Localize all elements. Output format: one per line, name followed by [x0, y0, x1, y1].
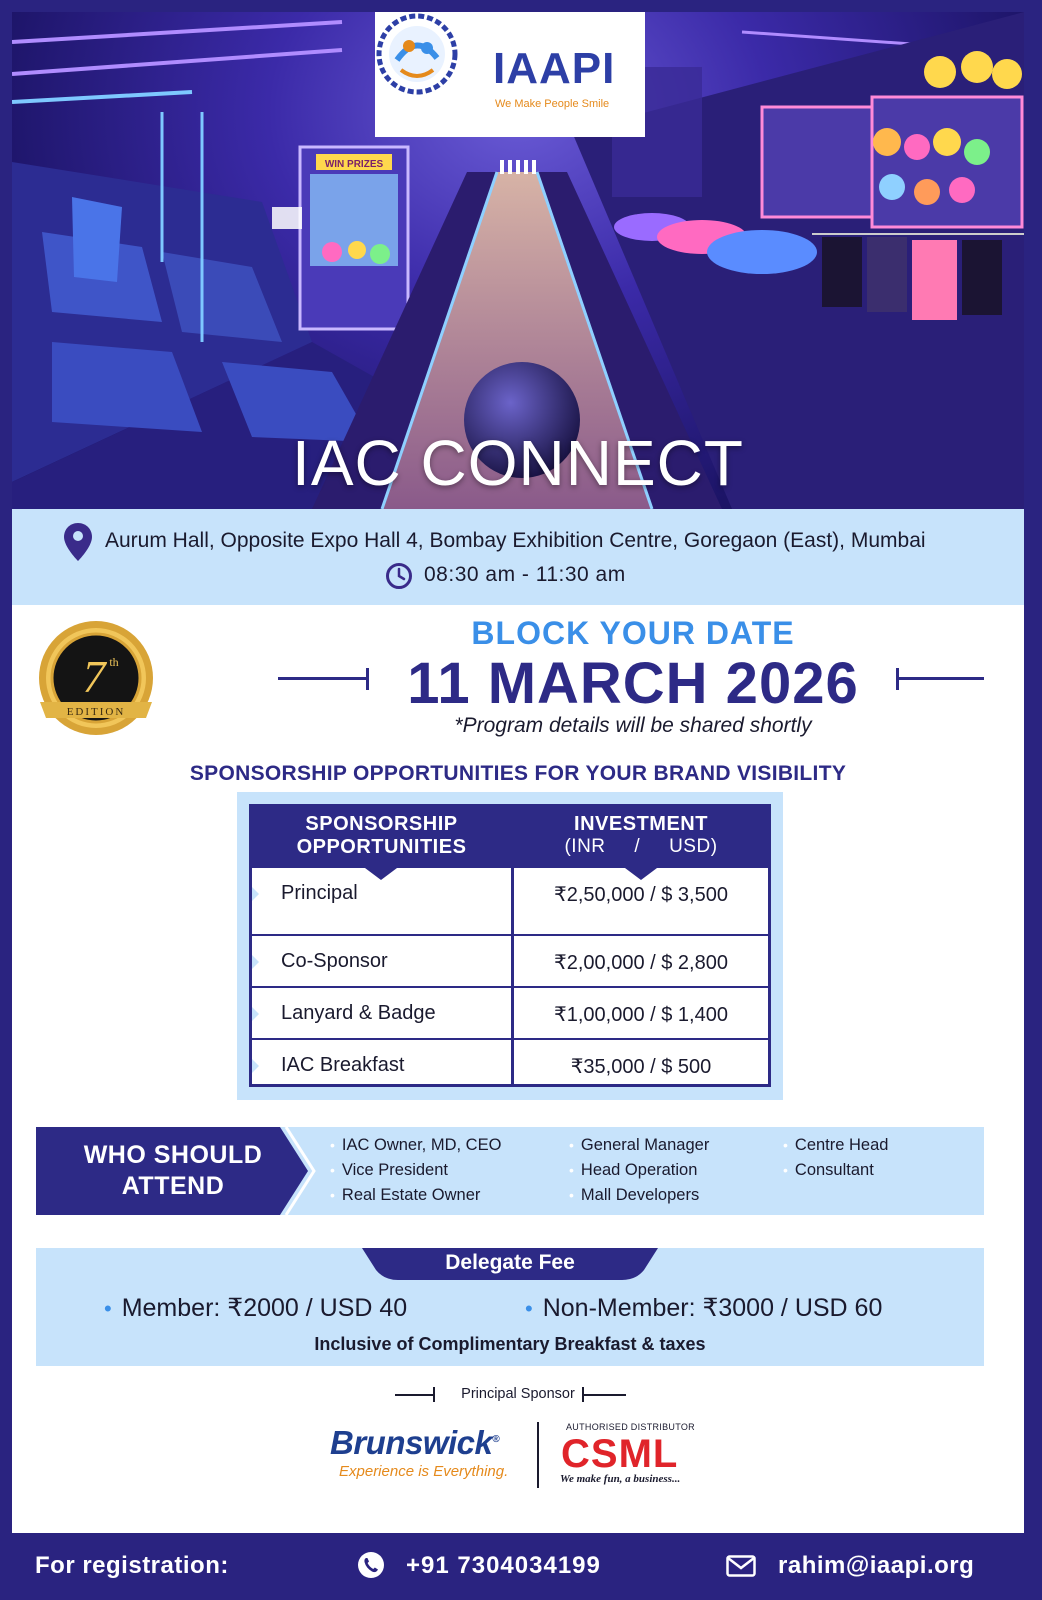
delegate-fee-panel [36, 1248, 984, 1366]
header-label-line1: SPONSORSHIP [305, 813, 458, 835]
table-row [252, 1040, 768, 1092]
principal-sponsor-label: Principal Sponsor [461, 1386, 575, 1402]
phone-icon [357, 1551, 385, 1579]
sponsorship-heading: SPONSORSHIP OPPORTUNITIES FOR YOUR BRAND VISIBILITY [189, 762, 847, 785]
edition-badge-seal [36, 618, 156, 738]
registered-mark: ® [492, 1434, 500, 1445]
email-address[interactable]: rahim@iaapi.org [778, 1552, 975, 1579]
attendee-item: • Consultant [783, 1161, 874, 1180]
mail-icon [726, 1555, 756, 1577]
csml-tagline: We make fun, a business... [560, 1473, 681, 1485]
sponsorship-table [249, 804, 771, 1087]
logo-wordmark: IAAPI [493, 44, 616, 93]
who-should-attend-panel [36, 1127, 984, 1215]
row-marker [252, 955, 259, 969]
who-should-attend-title [54, 1140, 292, 1202]
registration-footer [0, 1533, 1042, 1600]
row-opportunity: IAC Breakfast [281, 1054, 405, 1076]
delegate-fee-title: Delegate Fee [445, 1251, 575, 1274]
edition-label: EDITION [66, 706, 126, 718]
row-opportunity: Co-Sponsor [281, 950, 388, 972]
attendee-item: • Head Operation [569, 1161, 697, 1180]
edition-number: 7 [82, 651, 106, 702]
bullet-dot: • [525, 1296, 533, 1321]
location-pin-icon [64, 523, 92, 561]
attendee-item: • Real Estate Owner [330, 1186, 480, 1205]
event-title: IAC CONNECT [292, 427, 744, 499]
brunswick-tagline: Experience is Everything. [339, 1463, 509, 1480]
registration-label: For registration: [35, 1552, 229, 1579]
clock-icon [385, 562, 413, 590]
iaapi-emblem-icon [375, 12, 459, 96]
iaapi-logo [375, 12, 645, 137]
attendee-item: • IAC Owner, MD, CEO [330, 1136, 501, 1155]
row-opportunity: Lanyard & Badge [281, 1002, 436, 1024]
venue-address: Aurum Hall, Opposite Expo Hall 4, Bombay Exhibition Centre, Goregaon (East), Mumbai [105, 529, 926, 552]
attendee-item: • Centre Head [783, 1136, 888, 1155]
table-row [252, 988, 768, 1040]
block-your-date-label: BLOCK YOUR DATE [471, 615, 795, 651]
row-investment: ₹35,000 / $ 500 [570, 1056, 712, 1078]
table-header-investment [514, 807, 768, 868]
brunswick-wordmark: Brunswick [330, 1424, 493, 1461]
header-label-line1: INVESTMENT [574, 813, 708, 835]
row-opportunity: Principal [281, 882, 358, 904]
bullet-dot: • [104, 1296, 112, 1321]
row-marker [252, 1059, 259, 1073]
member-fee-text: Member: ₹2000 / USD 40 [121, 1294, 408, 1322]
venue-bar [12, 509, 1024, 605]
authorised-distributor-label: AUTHORISED DISTRIBUTOR [566, 1422, 695, 1432]
non-member-fee [525, 1293, 882, 1323]
csml-logo: CSML [561, 1432, 679, 1476]
program-note: *Program details will be shared shortly [454, 714, 812, 737]
row-investment: ₹2,50,000 / $ 3,500 [554, 884, 728, 906]
poster [12, 12, 1024, 1533]
attendee-item: • General Manager [569, 1136, 709, 1155]
row-marker [252, 1007, 259, 1021]
table-header-opportunities [252, 807, 511, 868]
attendee-item: • Mall Developers [569, 1186, 699, 1205]
who-title-line2: ATTEND [121, 1172, 225, 1200]
sponsor-divider [537, 1422, 539, 1488]
header-label-line2: OPPORTUNITIES [296, 836, 467, 858]
header-currency-line: (INR / USD) [564, 836, 718, 857]
table-row [252, 868, 768, 920]
hero-banner [12, 12, 1024, 509]
phone-number[interactable]: +91 7304034199 [406, 1552, 601, 1579]
edition-suffix: th [109, 655, 119, 669]
row-marker [252, 887, 259, 901]
row-investment: ₹2,00,000 / $ 2,800 [554, 952, 728, 974]
logo-tagline: We Make People Smile [495, 98, 610, 110]
member-fee [104, 1293, 407, 1323]
event-date: 11 MARCH 2026 [407, 651, 859, 716]
event-time: 08:30 am - 11:30 am [424, 563, 626, 586]
fee-inclusion-note: Inclusive of Complimentary Breakfast & taxes [314, 1334, 706, 1354]
row-investment: ₹1,00,000 / $ 1,400 [554, 1004, 728, 1026]
brunswick-logo [330, 1424, 499, 1462]
who-title-line1: WHO SHOULD [83, 1141, 263, 1169]
table-row [252, 936, 768, 988]
attendee-item: • Vice President [330, 1161, 448, 1180]
non-member-fee-text: Non-Member: ₹3000 / USD 60 [542, 1294, 883, 1322]
sponsorship-table-panel [237, 792, 783, 1100]
claw-machine-sign: WIN PRIZES [324, 159, 384, 170]
